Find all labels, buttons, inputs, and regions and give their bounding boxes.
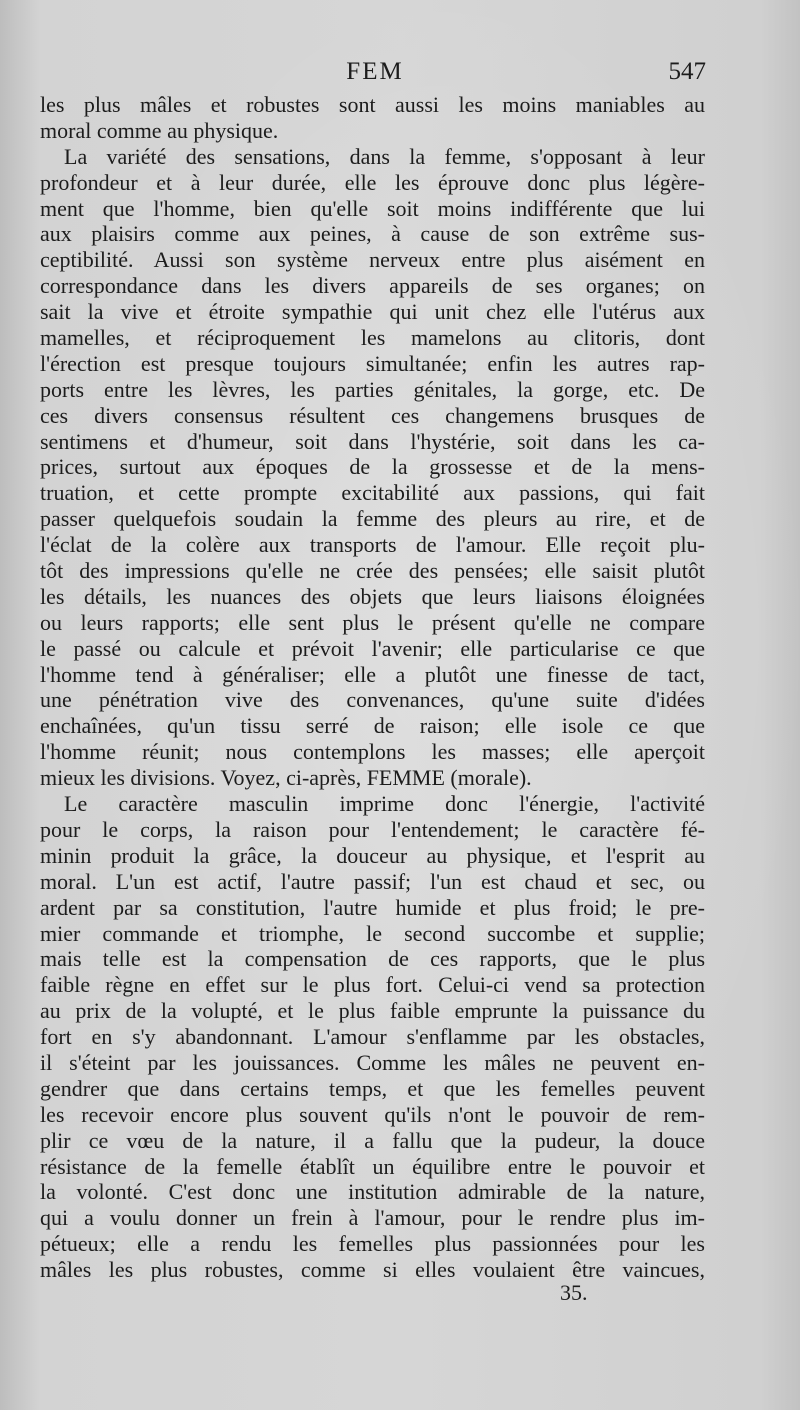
signature-mark: 35.: [560, 1280, 588, 1305]
text-line: ceptibilité. Aussi son système nerveux entre plus aisément en: [40, 247, 705, 273]
running-head: FEM: [346, 58, 404, 85]
text-line: ces divers consensus résultent ces changemens brusques de: [40, 402, 705, 428]
text-line: fort en s'y abandonnant. L'amour s'enflamme par les obstacles,: [40, 1024, 705, 1050]
text-line: profondeur et à leur durée, elle les éprouve donc plus légère-: [40, 169, 705, 195]
text-line: sait la vive et étroite sympathie qui unit chez elle l'utérus aux: [40, 299, 705, 325]
body-text: [40, 92, 705, 1283]
text-line: truation, et cette prompte excitabilité aux passions, qui fait: [40, 480, 705, 506]
page-number: 547: [668, 58, 706, 85]
text-line: les recevoir encore plus souvent qu'ils n'ont le pouvoir de rem-: [40, 1101, 705, 1127]
text-line: mais telle est la compensation de ces rapports, que le plus: [40, 946, 705, 972]
text-line: qui a voulu donner un frein à l'amour, pour le rendre plus im-: [40, 1205, 705, 1231]
text-line: les plus mâles et robustes sont aussi les moins maniables au: [40, 92, 705, 117]
text-line: une pénétration vive des convenances, qu'une suite d'idées: [40, 687, 705, 713]
text-line: l'érection est presque toujours simultanée; enfin les autres rap-: [40, 350, 705, 376]
text-line: pour le corps, la raison pour l'entendement; le caractère fé-: [40, 816, 705, 842]
text-line: moral comme au physique.: [40, 117, 279, 143]
text-line: correspondance dans les divers appareils de ses organes; on: [40, 273, 705, 299]
text-line: faible règne en effet sur le plus fort. Celui-ci vend sa protection: [40, 972, 705, 998]
text-line: les détails, les nuances des objets que leurs liaisons éloignées: [40, 583, 705, 609]
text-line: plir ce vœu de la nature, il a fallu que la pudeur, la douce: [40, 1127, 705, 1153]
text-line: aux plaisirs comme aux peines, à cause de son extrême sus-: [40, 221, 705, 247]
text-line: mâles les plus robustes, comme si elles voulaient être vaincues,: [40, 1257, 705, 1283]
text-line: prices, surtout aux époques de la grossesse et de la mens-: [40, 454, 705, 480]
text-line: gendrer que dans certains temps, et que les femelles peuvent: [40, 1075, 705, 1101]
text-line: mier commande et triomphe, le second succombe et supplie;: [40, 920, 705, 946]
text-line: mamelles, et réciproquement les mamelons au clitoris, dont: [40, 325, 705, 351]
text-line: La variété des sensations, dans la femme, s'opposant à leur: [64, 143, 705, 169]
text-line: la volonté. C'est donc une institution admirable de la nature,: [40, 1179, 705, 1205]
text-line: au prix de la volupté, et le plus faible emprunte la puissance du: [40, 998, 705, 1024]
text-line: l'homme tend à généraliser; elle a plutôt une finesse de tact,: [40, 661, 705, 687]
text-line: pétueux; elle a rendu les femelles plus passionnées pour les: [40, 1231, 705, 1257]
page-header: [40, 58, 710, 90]
text-line: ports entre les lèvres, les parties génitales, la gorge, etc. De: [40, 376, 705, 402]
text-line: enchaînées, qu'un tissu serré de raison; elle isole ce que: [40, 713, 705, 739]
text-line: moral. L'un est actif, l'autre passif; l'un est chaud et sec, ou: [40, 868, 705, 894]
text-line: tôt des impressions qu'elle ne crée des pensées; elle saisit plutôt: [40, 558, 705, 584]
text-line: il s'éteint par les jouissances. Comme les mâles ne peuvent en-: [40, 1049, 705, 1075]
text-line: passer quelquefois soudain la femme des pleurs au rire, et de: [40, 506, 705, 532]
text-line: sentimens et d'humeur, soit dans l'hystérie, soit dans les ca-: [40, 428, 705, 454]
text-line: minin produit la grâce, la douceur au physique, et l'esprit au: [40, 842, 705, 868]
text-line: l'éclat de la colère aux transports de l'amour. Elle reçoit plu-: [40, 532, 705, 558]
text-line: l'homme réunit; nous contemplons les masses; elle aperçoit: [40, 739, 705, 765]
text-line: résistance de la femelle établît un équilibre entre le pouvoir et: [40, 1153, 705, 1179]
text-line: ment que l'homme, bien qu'elle soit moins indifférente que lui: [40, 195, 705, 221]
text-line: Le caractère masculin imprime donc l'énergie, l'activité: [64, 791, 705, 817]
text-line: ou leurs rapports; elle sent plus le présent qu'elle ne compare: [40, 609, 705, 635]
text-line: le passé ou calcule et prévoit l'avenir; elle particularise ce que: [40, 635, 705, 661]
text-line: mieux les divisions. Voyez, ci-après, FEMME (morale).: [40, 765, 532, 791]
text-line: ardent par sa constitution, l'autre humide et plus froid; le pre-: [40, 894, 705, 920]
